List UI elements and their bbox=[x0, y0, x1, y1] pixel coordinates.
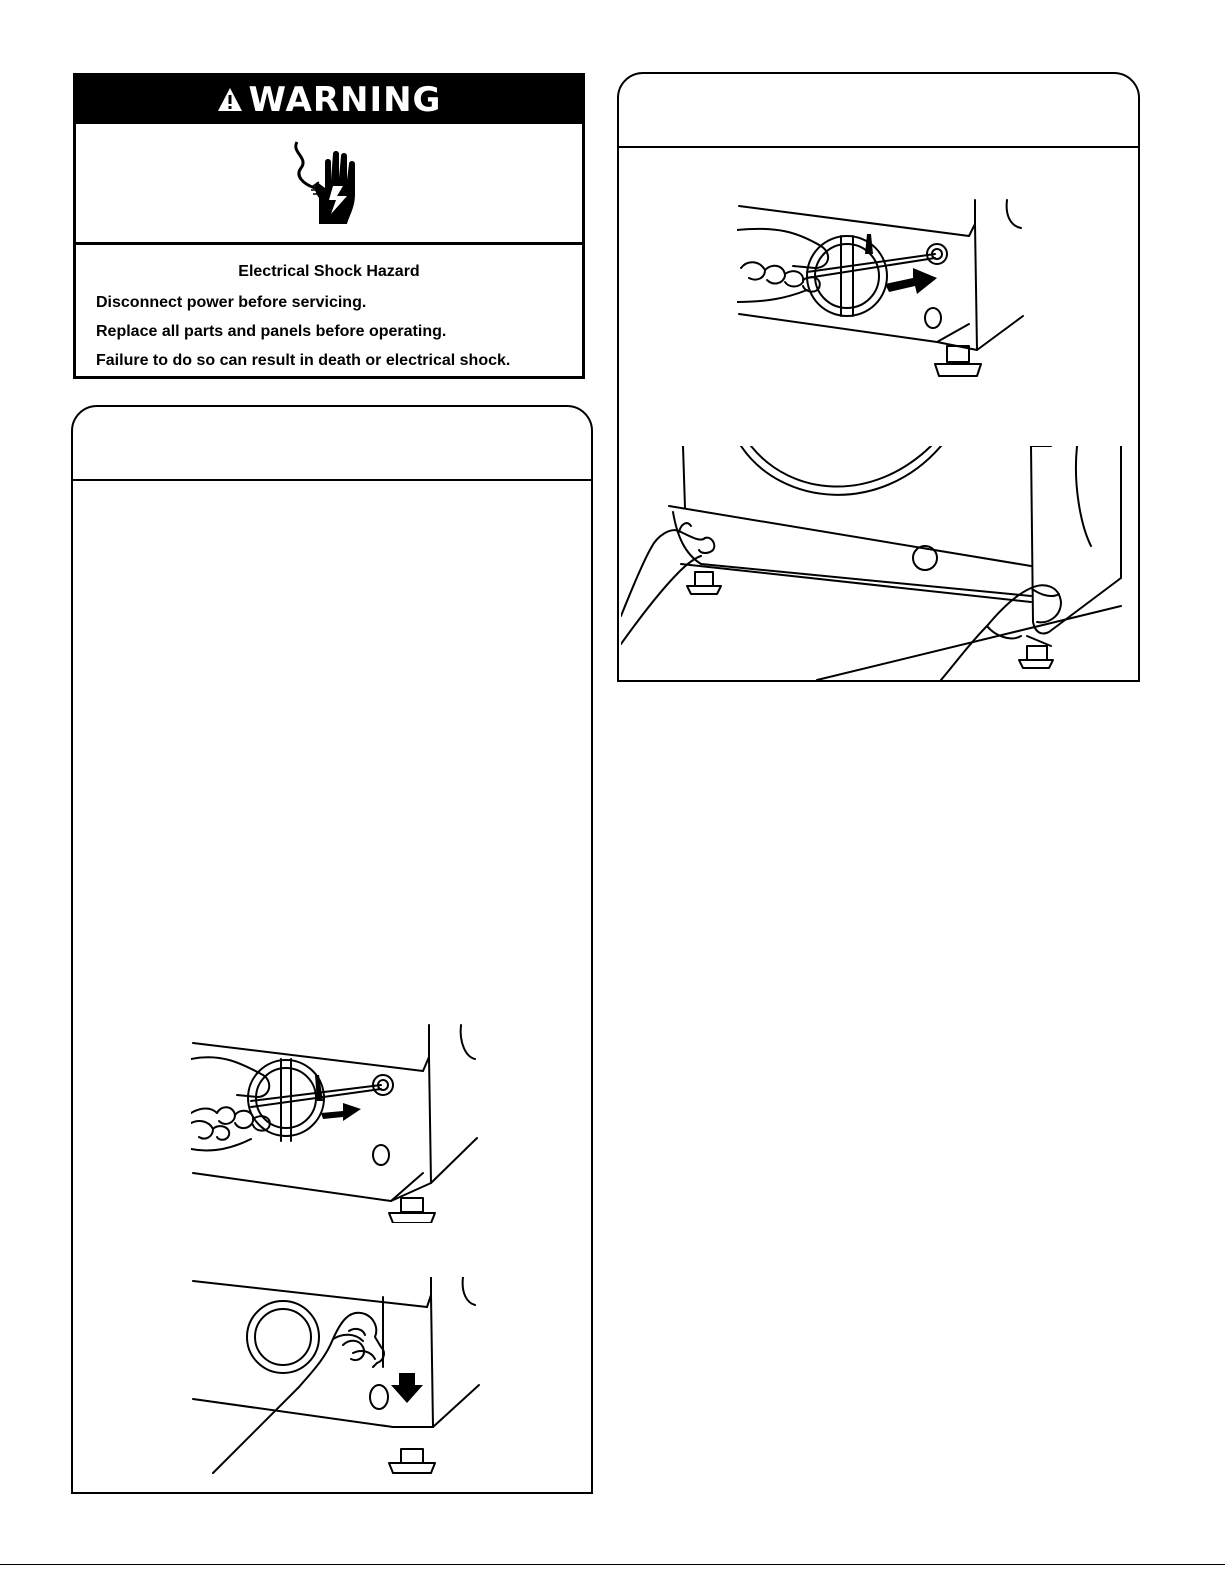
right-panel-header bbox=[619, 74, 1138, 148]
electrical-shock-hand-icon bbox=[289, 138, 369, 228]
warning-title: WARNING bbox=[248, 80, 442, 120]
warning-line: Failure to do so can result in death or electrical shock. bbox=[96, 352, 511, 369]
warning-header bbox=[76, 76, 582, 124]
hazard-title: Electrical Shock Hazard bbox=[238, 263, 420, 280]
warning-line: Replace all parts and panels before operating. bbox=[96, 323, 447, 340]
alert-triangle-icon bbox=[217, 87, 243, 113]
screwdriver-install-illustration bbox=[737, 198, 1027, 398]
right-instruction-panel bbox=[617, 72, 1140, 682]
warning-line: Disconnect power before servicing. bbox=[96, 294, 367, 311]
warning-box bbox=[73, 73, 585, 379]
hand-lowering-panel-illustration bbox=[183, 1277, 483, 1477]
kick-panel-install-illustration bbox=[621, 446, 1137, 680]
left-panel-header bbox=[73, 407, 591, 481]
warning-text bbox=[76, 245, 582, 370]
footer-rule bbox=[0, 1564, 1225, 1565]
left-instruction-panel bbox=[71, 405, 593, 1494]
screwdriver-removal-illustration bbox=[191, 1023, 481, 1223]
warning-icon-area bbox=[76, 124, 582, 245]
